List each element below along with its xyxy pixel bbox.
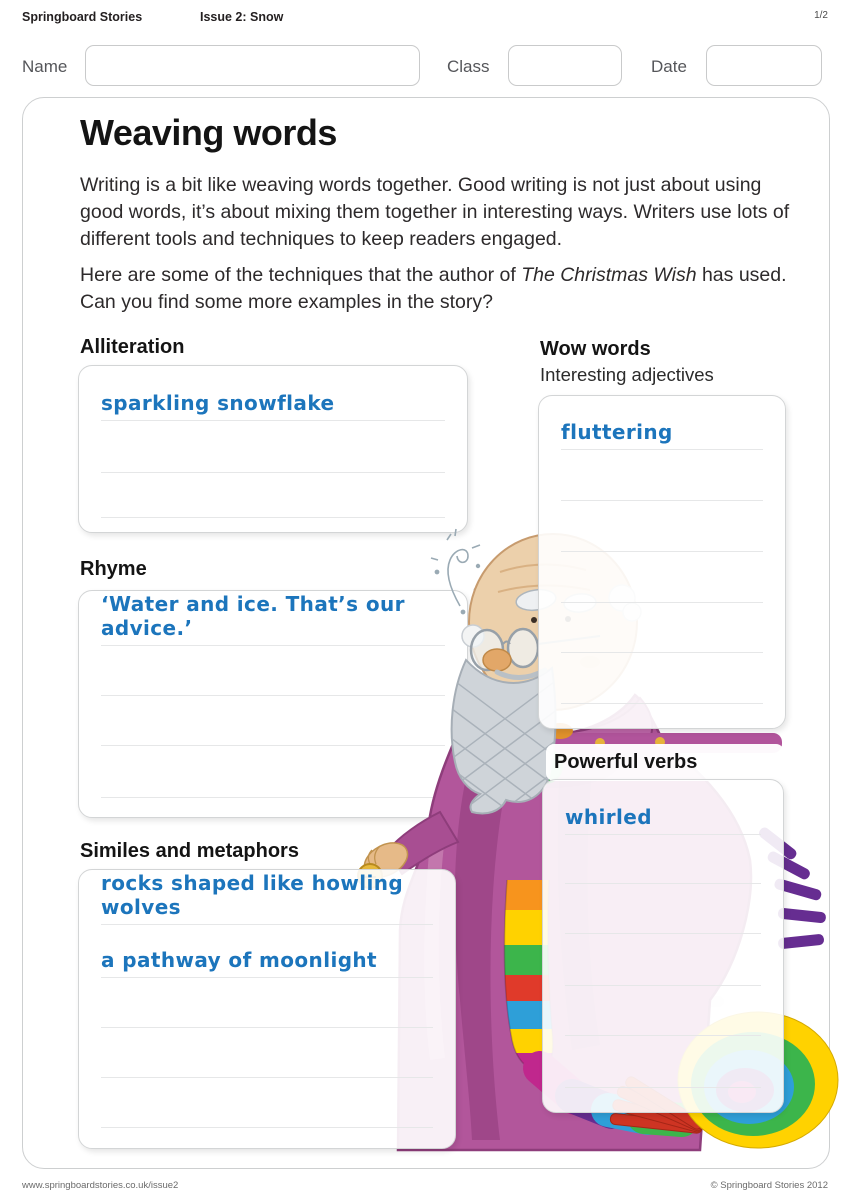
intro-2-pre: Here are some of the techniques that the author of xyxy=(80,264,522,286)
powerful-verbs-entry: whirled xyxy=(565,805,652,829)
date-label: Date xyxy=(651,57,687,76)
ruled-line[interactable] xyxy=(101,473,445,518)
ruled-line[interactable] xyxy=(565,986,761,1036)
rhyme-heading: Rhyme xyxy=(80,558,147,580)
similes-entry-1: rocks shaped like howling wolves xyxy=(101,871,404,919)
ruled-line[interactable] xyxy=(101,978,433,1028)
intro-paragraph-1: Writing is a bit like weaving words together. Good writing is not just about using good words, it’s about mixing them together in interesting ways. Writers use lots of different tools and techniques to keep readers engaged. xyxy=(80,174,790,250)
alliteration-heading: Alliteration xyxy=(80,336,185,358)
ruled-line[interactable] xyxy=(561,653,763,704)
ruled-line[interactable] xyxy=(565,934,761,986)
similes-entry-2: a pathway of moonlight xyxy=(101,948,378,972)
nose xyxy=(483,649,511,671)
wow-words-box[interactable] xyxy=(538,395,786,729)
class-input[interactable] xyxy=(508,45,622,86)
name-input[interactable] xyxy=(85,45,420,86)
ruled-line[interactable] xyxy=(565,1036,761,1088)
ruled-line[interactable] xyxy=(561,501,763,552)
ruled-line[interactable] xyxy=(565,835,761,884)
story-title-italic: The Christmas Wish xyxy=(521,264,697,286)
ruled-line[interactable] xyxy=(565,884,761,934)
powerful-verbs-box[interactable] xyxy=(542,779,784,1113)
ruled-line[interactable] xyxy=(561,603,763,653)
similes-heading: Similes and metaphors xyxy=(80,840,299,862)
ruled-line[interactable] xyxy=(561,450,763,501)
page-number: 1/2 xyxy=(814,10,828,21)
similes-box[interactable] xyxy=(78,869,456,1149)
footer-copyright: © Springboard Stories 2012 xyxy=(710,1180,828,1191)
date-input[interactable] xyxy=(706,45,822,86)
class-label: Class xyxy=(447,57,490,76)
alliteration-entry: sparkling snowflake xyxy=(101,391,335,415)
rhyme-entry: ‘Water and ice. That’s our advice.’ xyxy=(101,592,405,640)
alliteration-box[interactable] xyxy=(78,365,468,533)
wow-words-heading: Wow words xyxy=(540,338,651,360)
ruled-line[interactable] xyxy=(101,1028,433,1078)
powerful-verbs-heading: Powerful verbs xyxy=(554,751,698,773)
name-label: Name xyxy=(22,57,68,76)
intro-paragraph-2 xyxy=(80,262,792,316)
wow-words-entry: fluttering xyxy=(561,420,673,444)
wow-words-subheading: Interesting adjectives xyxy=(540,364,714,385)
issue-title: Issue 2: Snow xyxy=(200,10,284,24)
intro-2-post: has used. Can you find some more examples in the story? xyxy=(80,264,787,313)
ruled-line[interactable] xyxy=(101,421,445,473)
brand-title: Springboard Stories xyxy=(22,10,143,24)
page-title: Weaving words xyxy=(80,112,337,153)
powerful-verbs-heading-label xyxy=(546,744,784,781)
ruled-line[interactable] xyxy=(101,1078,433,1128)
footer-url: www.springboardstories.co.uk/issue2 xyxy=(22,1180,179,1191)
ruled-line[interactable] xyxy=(561,552,763,603)
